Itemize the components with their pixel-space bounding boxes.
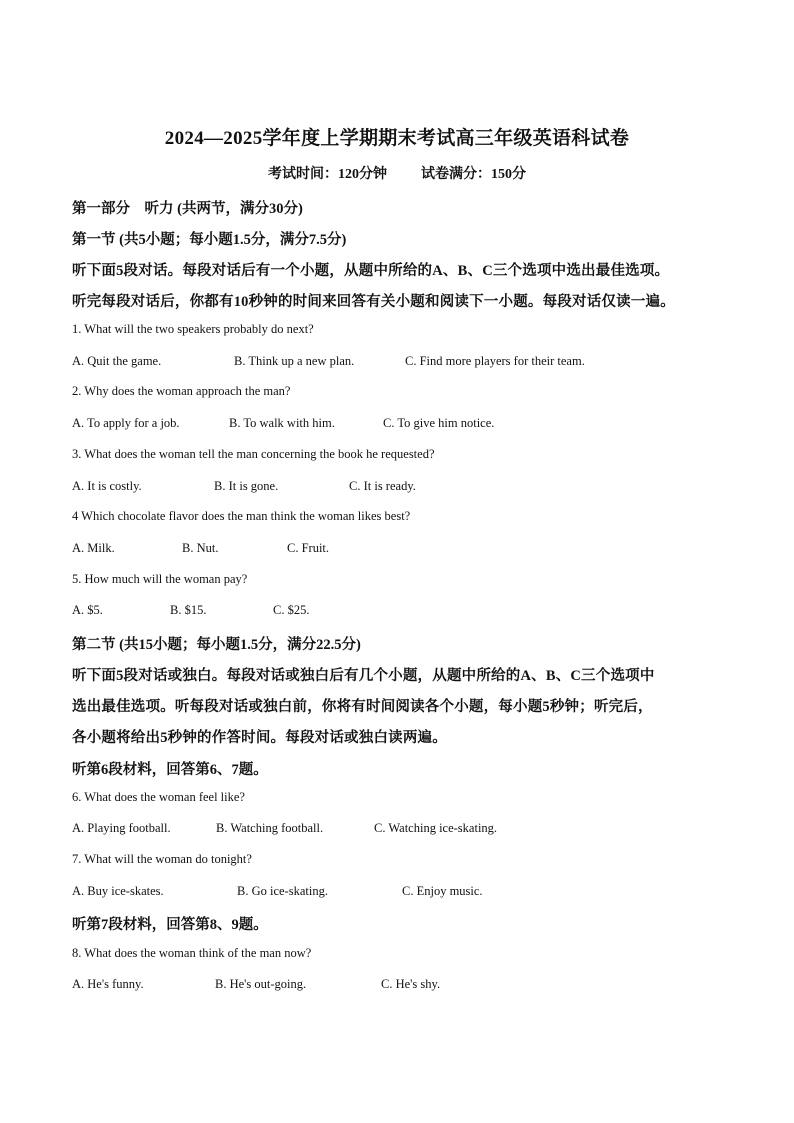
question-5: 5. How much will the woman pay? — [72, 572, 248, 586]
question-3-option-a: A. It is costly. — [72, 479, 142, 493]
section1-heading: 第一节 (共5小题；每小题1.5分，满分7.5分) — [72, 232, 347, 248]
question-6-option-a: A. Playing football. — [72, 821, 171, 835]
question-5-option-b: B. $15. — [170, 603, 207, 617]
question-2-option-c: C. To give him notice. — [383, 416, 495, 430]
question-4-option-b: B. Nut. — [182, 541, 219, 555]
question-1-option-b: B. Think up a new plan. — [234, 354, 355, 368]
question-7-option-c: C. Enjoy music. — [402, 884, 483, 898]
question-4: 4 Which chocolate flavor does the man think the woman likes best? — [72, 509, 411, 523]
exam-full-score: 试卷满分：150分 — [421, 167, 526, 182]
question-6: 6. What does the woman feel like? — [72, 790, 245, 804]
question-2: 2. Why does the woman approach the man? — [72, 384, 291, 398]
exam-time: 考试时间：120分钟 — [268, 167, 387, 182]
question-7: 7. What will the woman do tonight? — [72, 852, 252, 866]
exam-info — [0, 163, 794, 183]
question-7-option-a: A. Buy ice-skates. — [72, 884, 164, 898]
question-5-option-c: C. $25. — [273, 603, 310, 617]
group-6-heading: 听第6段材料，回答第6、7题。 — [72, 762, 268, 778]
section1-instruction-1: 听下面5段对话。每段对话后有一个小题，从题中所给的A、B、C三个选项中选出最佳选项。 — [72, 263, 670, 279]
question-4-option-c: C. Fruit. — [287, 541, 330, 555]
question-1-option-a: A. Quit the game. — [72, 354, 162, 368]
question-3-option-c: C. It is ready. — [349, 479, 416, 493]
question-1-option-c: C. Find more players for their team. — [405, 354, 585, 368]
question-7-option-b: B. Go ice-skating. — [237, 884, 328, 898]
section2-instruction-1: 听下面5段对话或独白。每段对话或独白后有几个小题，从题中所给的A、B、C三个选项中 — [72, 668, 655, 684]
question-2-option-a: A. To apply for a job. — [72, 416, 180, 430]
section2-instruction-3: 各小题将给出5秒钟的作答时间。每段对话或独白读两遍。 — [72, 730, 447, 746]
question-8-option-b: B. He's out-going. — [215, 977, 307, 991]
part1-heading: 第一部分 听力 (共两节，满分30分) — [72, 201, 303, 217]
question-5-option-a: A. $5. — [72, 603, 103, 617]
question-6-option-b: B. Watching football. — [216, 821, 324, 835]
question-1: 1. What will the two speakers probably do next? — [72, 322, 314, 336]
question-3: 3. What does the woman tell the man concerning the book he requested? — [72, 447, 435, 461]
question-6-option-c: C. Watching ice-skating. — [374, 821, 498, 835]
question-8-option-a: A. He's funny. — [72, 977, 144, 991]
section2-heading: 第二节 (共15小题；每小题1.5分，满分22.5分) — [72, 637, 361, 653]
question-4-option-a: A. Milk. — [72, 541, 115, 555]
question-3-option-b: B. It is gone. — [214, 479, 279, 493]
question-8: 8. What does the woman think of the man now? — [72, 946, 312, 960]
section2-instruction-2: 选出最佳选项。听每段对话或独白前，你将有时间阅读各个小题，每小题5秒钟；听完后， — [72, 699, 653, 715]
question-8-option-c: C. He's shy. — [381, 977, 441, 991]
question-2-option-b: B. To walk with him. — [229, 416, 335, 430]
section1-instruction-2: 听完每段对话后，你都有10秒钟的时间来回答有关小题和阅读下一小题。每段对话仅读一遍。 — [72, 294, 675, 310]
exam-title: 2024—2025学年度上学期期末考试高三年级英语科试卷 — [164, 128, 630, 149]
group-7-heading: 听第7段材料，回答第8、9题。 — [72, 917, 268, 933]
